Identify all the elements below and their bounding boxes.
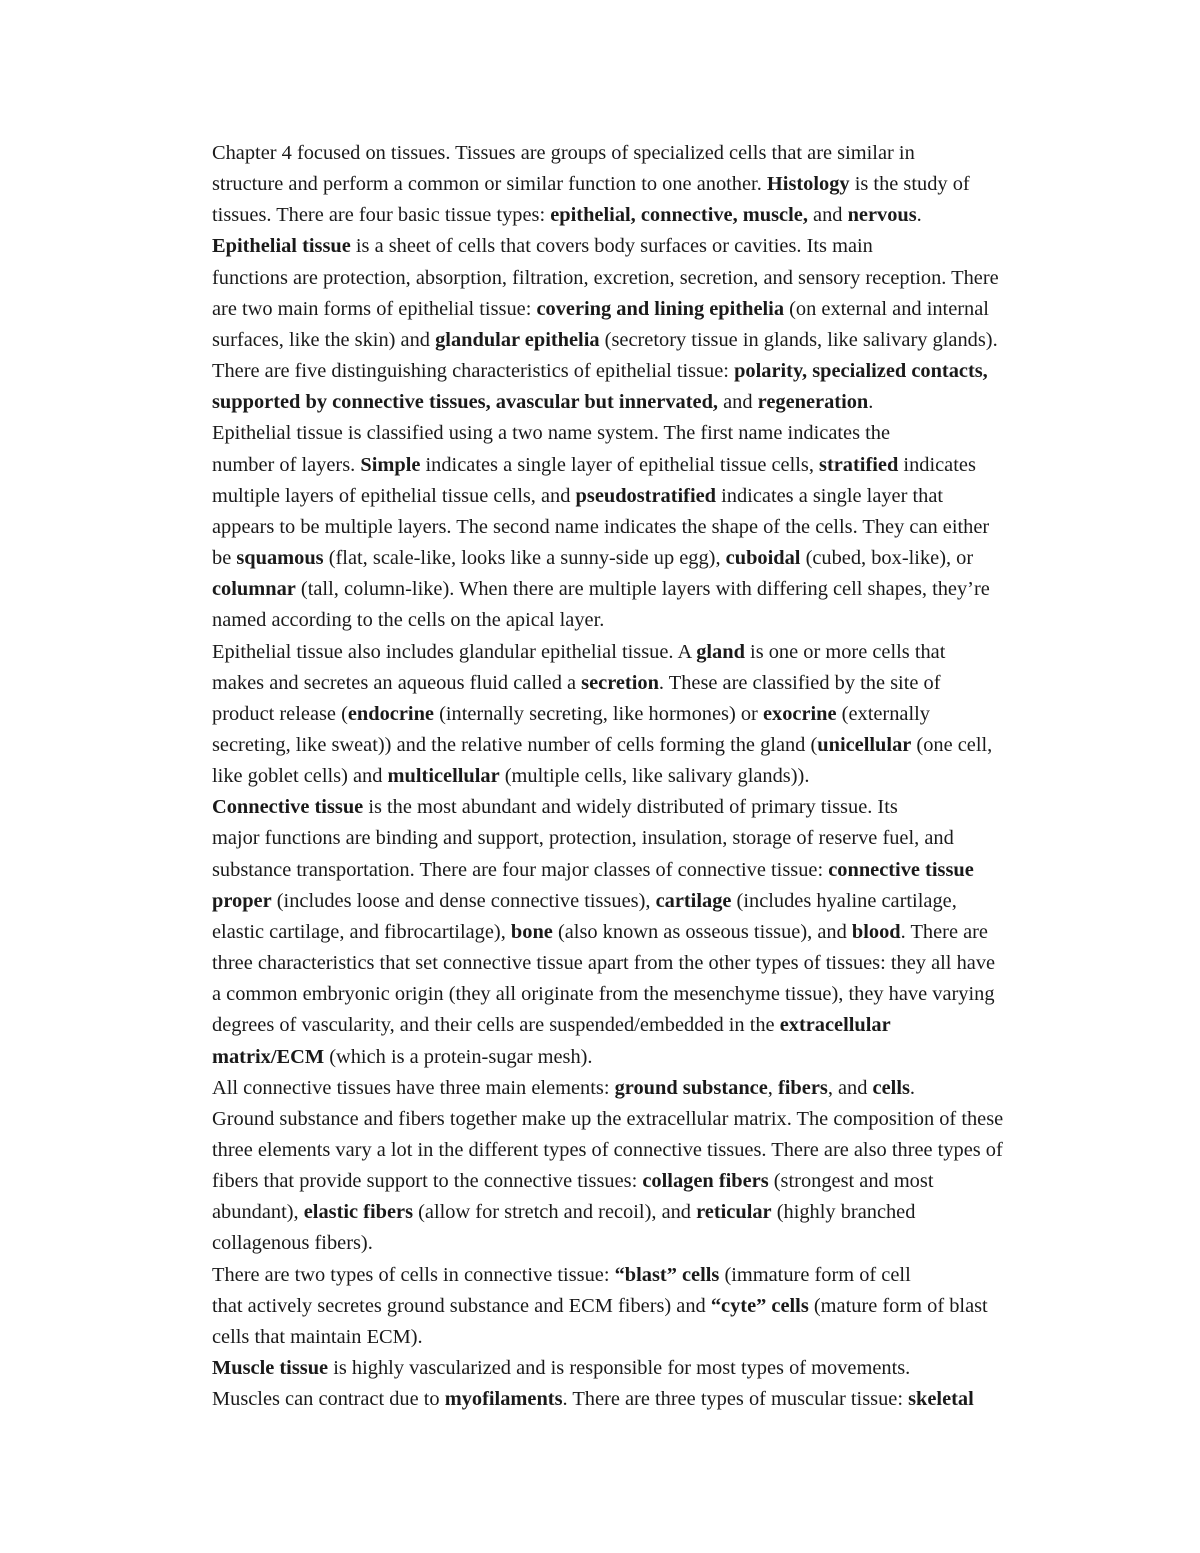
text-run: substance transportation. There are four major classes of connective tissue:	[212, 858, 829, 881]
text-run: are two main forms of epithelial tissue:	[212, 297, 537, 320]
bold-term: “cyte” cells	[710, 1294, 809, 1317]
text-run: named according to the cells on the apical layer.	[212, 609, 605, 632]
bold-term: blood	[851, 920, 901, 943]
bold-term: unicellular	[817, 733, 912, 756]
text-run: .	[868, 391, 874, 414]
text-line	[141, 138, 1066, 169]
text-run: Ground substance and fibers together make up the extracellular matrix. The composition of these	[212, 1107, 1004, 1130]
text-run: elastic cartilage, and fibrocartilage),	[212, 920, 511, 943]
bold-term: matrix/ECM	[212, 1045, 325, 1068]
text-line	[141, 1104, 1066, 1135]
bold-term: multicellular	[387, 765, 500, 788]
text-run: (allow for stretch and recoil), and	[413, 1201, 697, 1224]
text-line	[141, 481, 1066, 512]
text-line	[141, 855, 1066, 886]
bold-term: nervous	[847, 204, 917, 227]
bold-term: skeletal	[908, 1388, 974, 1411]
text-line	[141, 1322, 1066, 1353]
text-line	[141, 637, 1066, 668]
bold-term: secretion	[581, 671, 659, 694]
text-run: a common embryonic origin (they all originate from the mesenchyme tissue), they have varying	[212, 983, 995, 1006]
bold-term: polarity, specialized contacts,	[734, 360, 988, 383]
text-run: (multiple cells, like salivary glands)).	[499, 765, 810, 788]
text-run: (includes loose and dense connective tissues),	[271, 889, 656, 912]
bold-term: Muscle tissue	[212, 1357, 329, 1380]
bold-term: Simple	[360, 453, 421, 476]
bold-term: connective tissue	[828, 858, 974, 881]
text-run: and	[718, 391, 758, 414]
text-run: (flat, scale-like, looks like a sunny-side up egg),	[323, 547, 726, 570]
text-run: . There are	[900, 920, 988, 943]
text-run: (also known as osseous tissue), and	[552, 920, 852, 943]
text-line	[141, 823, 1066, 854]
text-run: . These are classified by the site of	[658, 671, 941, 694]
text-run: that actively secretes ground substance and ECM fibers) and	[212, 1294, 711, 1317]
text-line	[141, 169, 1066, 200]
bold-term: regeneration	[757, 391, 869, 414]
text-run: is the study of	[849, 173, 970, 196]
bold-term: Histology	[766, 173, 850, 196]
bold-term: ground substance	[614, 1076, 768, 1099]
text-line	[141, 1384, 1066, 1415]
text-run: like goblet cells) and	[212, 765, 388, 788]
text-run: All connective tissues have three main elements:	[212, 1076, 615, 1099]
text-run: indicates a single layer that	[716, 484, 944, 507]
text-run: (tall, column-like). When there are multiple layers with differing cell shapes, they’re	[295, 578, 990, 601]
bold-term: covering and lining epithelia	[536, 297, 785, 320]
text-line	[141, 979, 1066, 1010]
text-run: (strongest and most	[768, 1170, 934, 1193]
text-run: (highly branched	[771, 1201, 916, 1224]
text-run: (which is a protein-sugar mesh).	[324, 1045, 593, 1068]
bold-term: columnar	[212, 578, 296, 601]
text-run: (one cell,	[911, 733, 993, 756]
bold-term: pseudostratified	[575, 484, 717, 507]
text-run: is a sheet of cells that covers body surfaces or cavities. Its main	[350, 235, 873, 258]
bold-term: glandular epithelia	[435, 328, 600, 351]
text-run: is the most abundant and widely distributed of primary tissue. Its	[363, 796, 898, 819]
text-run: Chapter 4 focused on tissues. Tissues are groups of specialized cells that are similar in	[212, 142, 915, 164]
text-run: structure and perform a common or similar function to one another.	[212, 173, 767, 196]
bold-term: myofilaments	[444, 1388, 563, 1411]
paragraph	[141, 637, 1066, 793]
text-run: abundant),	[212, 1201, 304, 1224]
text-run: is highly vascularized and is responsible for most types of movements.	[328, 1357, 911, 1380]
text-run: is one or more cells that	[744, 640, 946, 663]
text-line	[141, 574, 1066, 605]
text-run: Muscles can contract due to	[212, 1388, 445, 1411]
bold-term: reticular	[696, 1201, 772, 1224]
text-run: There are five distinguishing characteristics of epithelial tissue:	[212, 360, 735, 383]
text-run: (on external and internal	[784, 297, 989, 320]
paragraph	[141, 1353, 1066, 1415]
text-line	[141, 792, 1066, 823]
text-line	[141, 325, 1066, 356]
text-run: .	[916, 204, 922, 227]
bold-term: Epithelial tissue	[212, 235, 351, 258]
text-run: . There are three types of muscular tissue:	[562, 1388, 909, 1411]
bold-term: collagen fibers	[642, 1170, 769, 1193]
text-run: , and	[827, 1076, 873, 1099]
text-line	[141, 1073, 1066, 1104]
text-line	[141, 450, 1066, 481]
text-line	[141, 1166, 1066, 1197]
text-run: functions are protection, absorption, filtration, excretion, secretion, and sensory reception. There	[212, 266, 999, 289]
bold-term: exocrine	[762, 702, 837, 725]
text-run: cells that maintain ECM).	[212, 1325, 423, 1348]
bold-term: epithelial, connective, muscle,	[550, 204, 808, 227]
paragraph	[141, 792, 1066, 1072]
text-line	[141, 543, 1066, 574]
text-line	[141, 356, 1066, 387]
bold-term: fibers	[777, 1076, 828, 1099]
text-line	[141, 1260, 1066, 1291]
text-run: makes and secretes an aqueous fluid called a	[212, 671, 582, 694]
paragraph	[141, 231, 1066, 418]
bold-term: squamous	[236, 547, 324, 570]
text-line	[141, 886, 1066, 917]
document-body	[141, 138, 1066, 1415]
text-line	[141, 730, 1066, 761]
text-run: (cubed, box-like), or	[800, 547, 974, 570]
text-run: multiple layers of epithelial tissue cells, and	[212, 484, 576, 507]
text-run: degrees of vascularity, and their cells are suspended/embedded in the	[212, 1014, 780, 1037]
text-run: three elements vary a lot in the different types of connective tissues. There are also three types of	[212, 1139, 1003, 1161]
text-run: surfaces, like the skin) and	[212, 328, 436, 351]
text-line	[141, 948, 1066, 979]
text-run: (immature form of cell	[719, 1263, 911, 1286]
text-run: (mature form of blast	[808, 1294, 988, 1317]
paragraph	[141, 418, 1066, 636]
text-line	[141, 1197, 1066, 1228]
text-run: be	[212, 547, 237, 570]
text-run: ,	[767, 1076, 778, 1099]
text-run: secreting, like sweat)) and the relative number of cells forming the gland (	[212, 733, 818, 756]
text-run: three characteristics that set connective tissue apart from the other types of tissues: they all have	[212, 952, 996, 975]
text-run: tissues. There are four basic tissue types:	[212, 204, 551, 227]
bold-term: extracellular	[779, 1014, 891, 1037]
text-line	[141, 1228, 1066, 1259]
text-run: (includes hyaline cartilage,	[731, 889, 957, 912]
text-line	[141, 917, 1066, 948]
text-run: appears to be multiple layers. The second name indicates the shape of the cells. They can either	[212, 515, 990, 538]
text-run: indicates	[898, 453, 976, 476]
bold-term: cells	[872, 1076, 910, 1099]
bold-term: cartilage	[655, 889, 732, 912]
bold-term: “blast” cells	[614, 1263, 720, 1286]
text-line	[141, 1042, 1066, 1073]
text-line	[141, 1291, 1066, 1322]
text-line	[141, 668, 1066, 699]
paragraph	[141, 1073, 1066, 1260]
text-line	[141, 231, 1066, 262]
text-line	[141, 418, 1066, 449]
text-run: indicates a single layer of epithelial tissue cells,	[420, 453, 820, 476]
paragraph	[141, 138, 1066, 231]
text-run: (secretory tissue in glands, like salivary glands).	[599, 328, 998, 351]
bold-term: gland	[696, 640, 745, 663]
text-line	[141, 387, 1066, 418]
text-run: product release (	[212, 702, 348, 725]
text-run: Epithelial tissue is classified using a two name system. The first name indicates the	[212, 422, 891, 445]
text-run: fibers that provide support to the connective tissues:	[212, 1170, 643, 1193]
paragraph	[141, 1260, 1066, 1353]
text-line	[141, 294, 1066, 325]
text-line	[141, 699, 1066, 730]
text-run: and	[807, 204, 848, 227]
text-line	[141, 263, 1066, 294]
text-run: (internally secreting, like hormones) or	[433, 702, 763, 725]
text-run: Epithelial tissue also includes glandular epithelial tissue. A	[212, 640, 697, 663]
bold-term: cuboidal	[725, 547, 801, 570]
bold-term: proper	[212, 889, 272, 912]
bold-term: elastic fibers	[303, 1201, 414, 1224]
text-run: major functions are binding and support, protection, insulation, storage of reserve fuel, and	[212, 827, 954, 850]
bold-term: stratified	[819, 453, 899, 476]
text-run: .	[909, 1076, 916, 1099]
bold-term: Connective tissue	[212, 796, 364, 819]
text-line	[141, 1010, 1066, 1041]
text-line	[141, 605, 1066, 636]
text-run: There are two types of cells in connective tissue:	[212, 1263, 615, 1286]
text-line	[141, 512, 1066, 543]
text-run: number of layers.	[212, 453, 361, 476]
text-run: (externally	[836, 702, 930, 725]
bold-term: endocrine	[347, 702, 434, 725]
text-line	[141, 761, 1066, 792]
bold-term: bone	[510, 920, 553, 943]
text-line	[141, 200, 1066, 231]
text-line	[141, 1353, 1066, 1384]
bold-term: supported by connective tissues, avascular but innervated,	[212, 391, 719, 414]
text-run: collagenous fibers).	[212, 1232, 373, 1255]
text-line	[141, 1135, 1066, 1166]
